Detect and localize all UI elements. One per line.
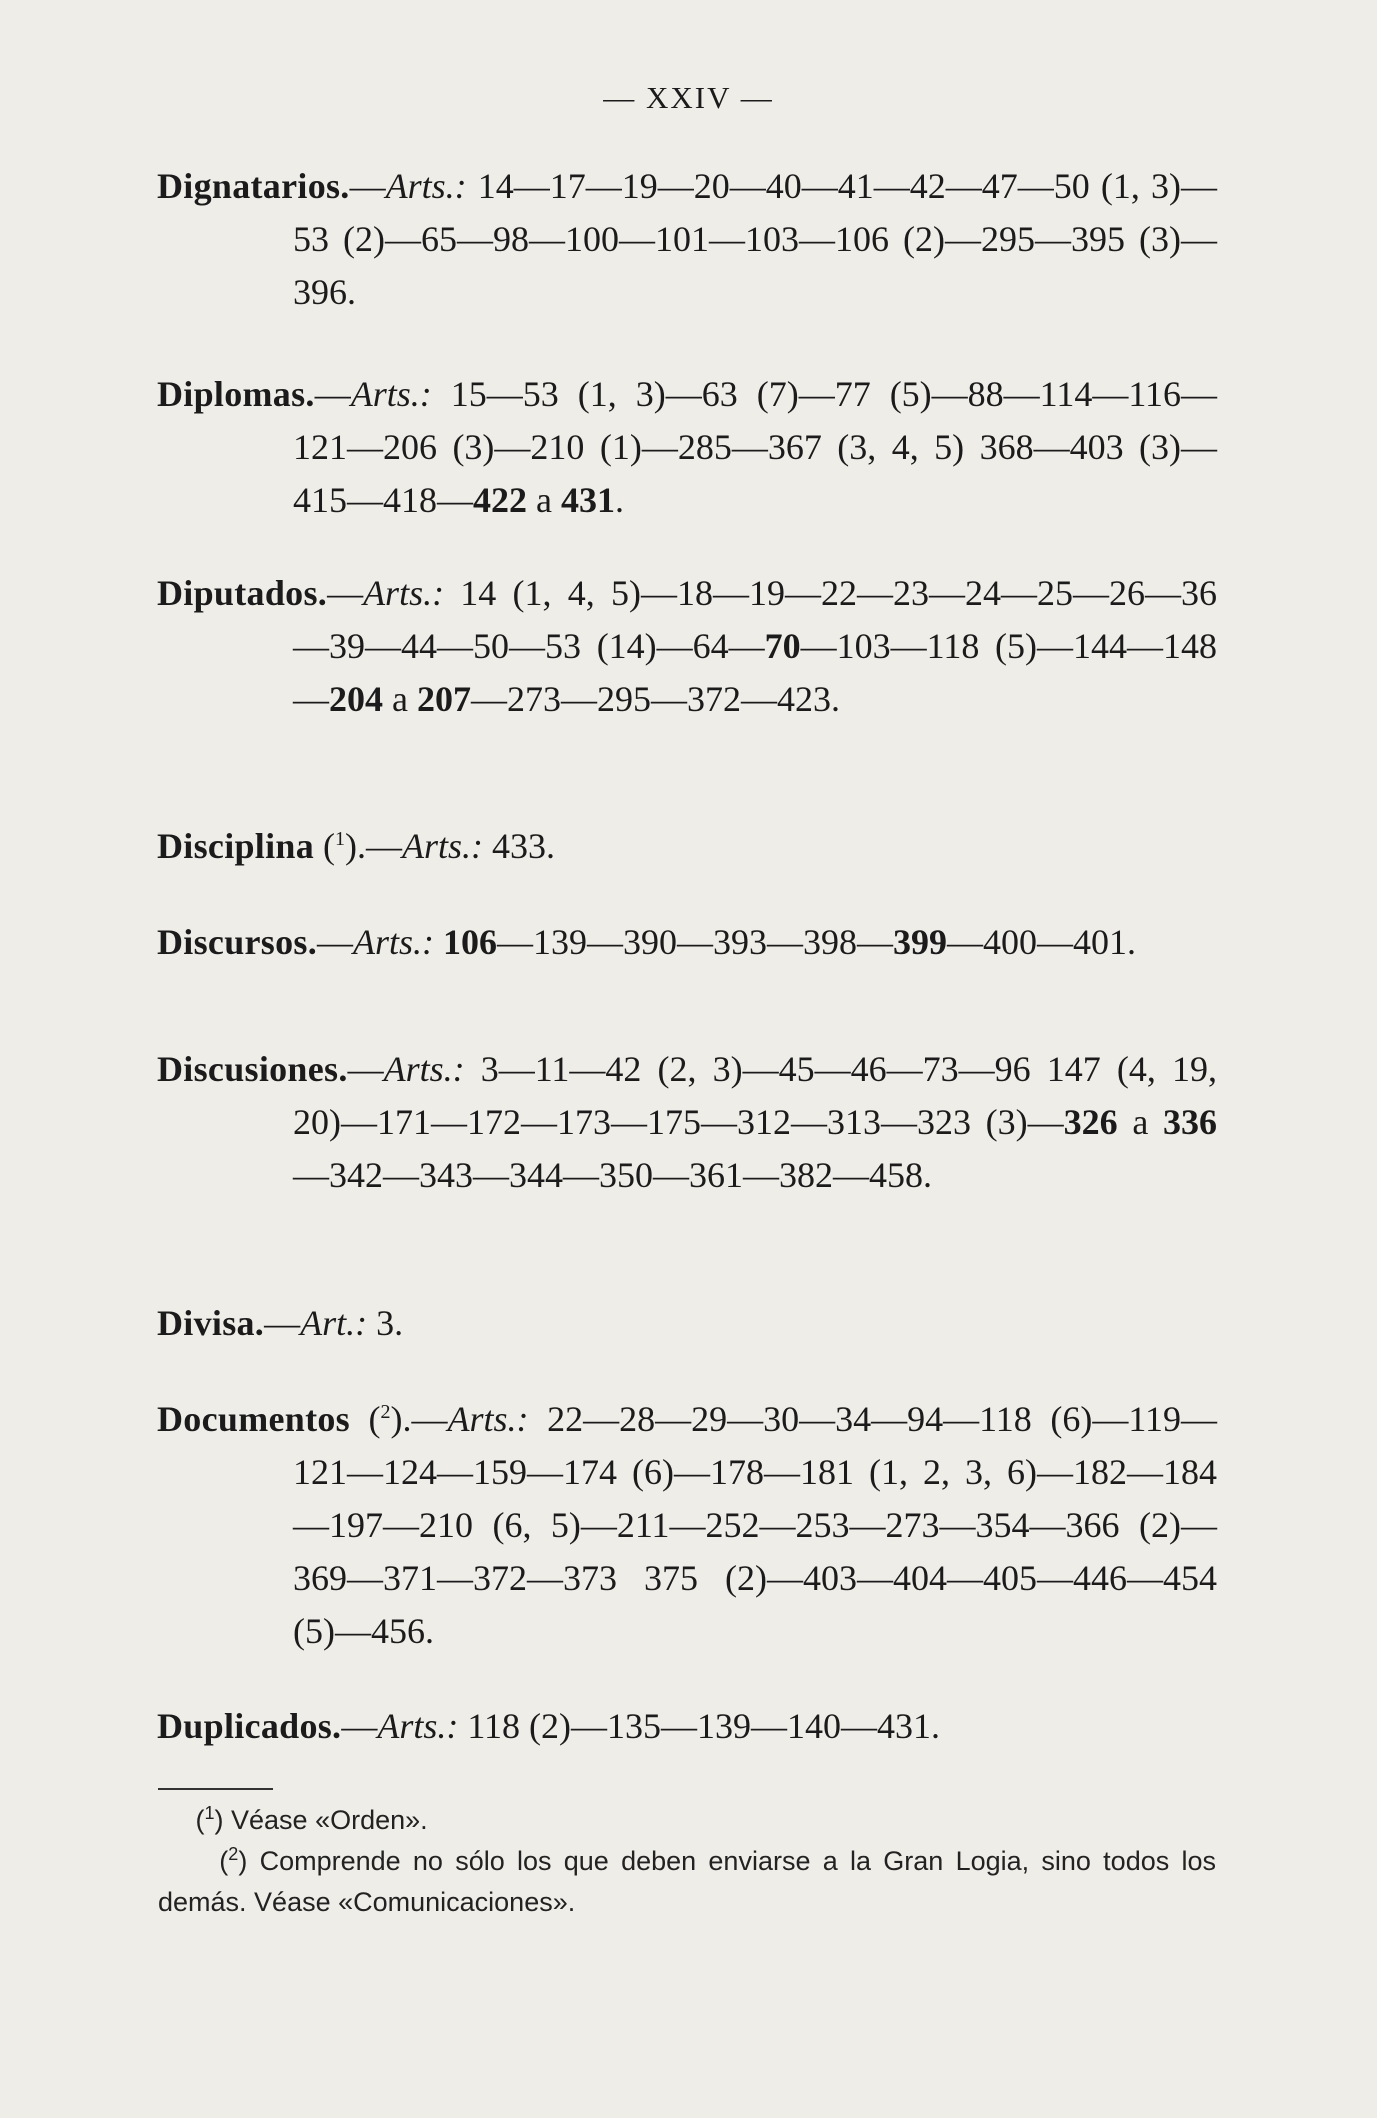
footnote-text: Véase «Orden». xyxy=(223,1805,428,1835)
entry-references: 15—53 (1, 3)—63 (7)—77 (5)—88—114—116—121—206 (3)—210 (1)—285—367 (3, 4, 5) 368—403 (3)—415—418— xyxy=(293,374,1217,520)
footnotes xyxy=(158,1800,1216,1923)
entry-heading: Duplicados. xyxy=(157,1706,342,1746)
entry-bold-ref: 422 xyxy=(473,480,527,520)
entry-dash: — xyxy=(264,1303,301,1343)
entry-references: —139—390—393—398— xyxy=(497,922,894,962)
index-entry-discursos xyxy=(157,916,1217,969)
index-entry-divisa xyxy=(157,1297,1217,1350)
entry-dash: — xyxy=(317,922,354,962)
footnote-mark: 1 xyxy=(204,1803,215,1823)
entry-heading: Diplomas. xyxy=(157,374,315,414)
entry-bold-ref: 431 xyxy=(560,480,615,520)
entry-arts-label: Art.: xyxy=(300,1303,368,1343)
entry-arts-label: Arts.: xyxy=(353,922,435,962)
entry-heading: Documentos xyxy=(157,1399,350,1439)
entry-bold-ref: 399 xyxy=(893,922,948,962)
entry-dash: — xyxy=(347,1049,384,1089)
entry-references: 118 (2)—135—139—140—431. xyxy=(458,1706,940,1746)
entry-references: 433. xyxy=(483,826,556,866)
entry-dash: — xyxy=(411,1399,448,1439)
index-entry-documentos: Documentos ($^2$).—Arts.: 22—28—29—30—34—94—118 (6)—119—121—124—159—174 (6)—178—181 (1, 2, 3, 6)—182—184—197—210 (6, 5)—211—252—253—273—354—366 (2)—369—371—372—373 375 (2)—403—404—405—446—454 (5)—456. xyxy=(157,1399,1217,1651)
entry-arts-label: Arts.: xyxy=(385,166,467,206)
entry-arts-label: Arts.: xyxy=(402,826,484,866)
index-entry-dignatarios xyxy=(157,160,1217,319)
footnote-text: Comprende no sólo los que deben enviarse a la Gran Logia, sino todos los demás. Véase «Comunicaciones». xyxy=(158,1846,1217,1917)
entry-tail: —342—343—344—350—361—382—458. xyxy=(293,1155,932,1195)
entry-heading: Diputados. xyxy=(157,573,328,613)
entry-tail: —400—401. xyxy=(947,922,1137,962)
index-entry-duplicados xyxy=(157,1700,1217,1753)
index-entry-diputados xyxy=(157,567,1217,726)
entry-arts-label: Arts.: xyxy=(363,573,445,613)
entry-arts-label: Arts.: xyxy=(447,1399,529,1439)
entry-heading: Discusiones. xyxy=(157,1049,348,1089)
entry-connector: a xyxy=(527,480,561,520)
entry-dash: — xyxy=(327,573,364,613)
entry-bold-ref: 326 xyxy=(1063,1102,1118,1142)
entry-heading: Divisa. xyxy=(157,1303,265,1343)
entry-dash: — xyxy=(341,1706,378,1746)
entry-references: 3—11—42 (2, 3)—45—46—73—96 147 (4, 19, 20)—171—172—173—175—312—313—323 (3)— xyxy=(293,1049,1217,1142)
entry-bold-ref: 204 xyxy=(329,679,383,719)
footnote-1: ($^1$) Véase «Orden». xyxy=(158,1803,428,1835)
entry-references: 22—28—29—30—34—94—118 (6)—119—121—124—159—174 (6)—178—181 (1, 2, 3, 6)—182—184—197—210 (6, 5)—211—252—253—273—354—366 (2)—369—371—372—373 375 (2)—403—404—405—446—454 (5)—456. xyxy=(293,1399,1217,1651)
footnote-mark: 2 xyxy=(228,1844,239,1864)
entry-references-cont: —103—118 (5)—144—148— xyxy=(293,626,1217,719)
entry-arts-label: Arts.: xyxy=(350,374,432,414)
entry-connector: a xyxy=(1117,1102,1163,1142)
entry-heading: Dignatarios. xyxy=(157,166,350,206)
entry-references: 3. xyxy=(367,1303,404,1343)
entry-arts-label: Arts.: xyxy=(377,1706,459,1746)
index-entry-discusiones xyxy=(157,1043,1217,1202)
entry-dash: — xyxy=(349,166,386,206)
entry-bold-ref: 70 xyxy=(764,626,801,666)
footnote-ref: 1 xyxy=(335,828,346,850)
entry-heading: Disciplina xyxy=(157,826,315,866)
entry-tail: —273—295—372—423. xyxy=(470,679,840,719)
entry-dash: — xyxy=(366,826,403,866)
entry-heading: Discursos. xyxy=(157,922,318,962)
entry-references: 14 (1, 4, 5)—18—19—22—23—24—25—26—36—39—44—50—53 (14)—64— xyxy=(293,573,1217,666)
footnote-2: ($^2$) Comprende no sólo los que deben enviarse a la Gran Logia, sino todos los demás. Véase «Comunicaciones». xyxy=(158,1844,1217,1917)
footnote-divider xyxy=(158,1788,273,1790)
entry-bold-ref: 106 xyxy=(443,922,498,962)
footnote-ref: 2 xyxy=(380,1401,391,1423)
entry-arts-label: Arts.: xyxy=(383,1049,465,1089)
entry-bold-ref: 207 xyxy=(416,679,471,719)
entry-references: 14—17—19—20—40—41—42—47—50 (1, 3)—53 (2)—65—98—100—101—103—106 (2)—295—395 (3)—396. xyxy=(293,166,1217,312)
entry-bold-ref: 336 xyxy=(1163,1102,1217,1142)
index-entry-disciplina: Disciplina ($^1$).—Arts.: 433. xyxy=(157,826,556,866)
index-entry-diplomas xyxy=(157,368,1217,527)
entry-tail: . xyxy=(614,480,624,520)
page-number: — XXIV — xyxy=(603,80,774,115)
entry-dash: — xyxy=(314,374,351,414)
entry-connector: a xyxy=(383,679,417,719)
